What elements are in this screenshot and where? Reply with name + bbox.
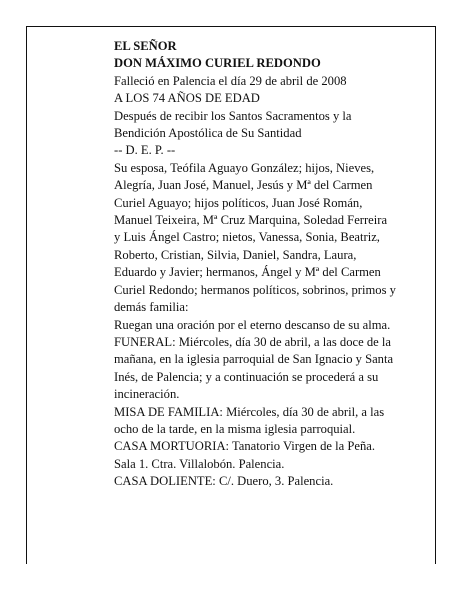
family-line-6: Roberto, Cristian, Silvia, Daniel, Sandra, Laura, bbox=[114, 247, 357, 262]
prayer-line: Ruegan una oración por el eterno descanso de su alma. bbox=[114, 317, 391, 332]
family-mass-line-2: ocho de la tarde, en la misma iglesia parroquial. bbox=[114, 421, 356, 436]
family-line-7: Eduardo y Javier; hermanos, Ángel y Mª del Carmen bbox=[114, 265, 381, 280]
mortuary-line-1: CASA MORTUORIA: Tanatorio Virgen de la Peña. bbox=[114, 439, 376, 454]
family-line-4: Manuel Teixeira, Mª Cruz Marquina, Soledad Ferreira bbox=[114, 213, 388, 228]
family-line-9: demás familia: bbox=[114, 300, 189, 315]
family-line-3: Curiel Aguayo; hijos políticos, Juan José Román, bbox=[114, 195, 363, 210]
family-mass-line-1: MISA DE FAMILIA: Miércoles, día 30 de abril, a las bbox=[114, 404, 385, 419]
obituary-notice bbox=[114, 38, 426, 491]
sacraments-line-2: Bendición Apostólica de Su Santidad bbox=[114, 126, 302, 141]
family-line-8: Curiel Redondo; hermanos políticos, sobrinos, primos y bbox=[114, 282, 396, 297]
family-line-5: y Luis Ángel Castro; nietos, Vanessa, Sonia, Beatriz, bbox=[114, 230, 380, 245]
sacraments-line-1: Después de recibir los Santos Sacramentos y la bbox=[114, 108, 352, 123]
mortuary-line-2: Sala 1. Ctra. Villalobón. Palencia. bbox=[114, 456, 285, 471]
mourning-house-line: CASA DOLIENTE: C/. Duero, 3. Palencia. bbox=[114, 474, 334, 489]
age-line: A LOS 74 AÑOS DE EDAD bbox=[114, 91, 260, 106]
notice-title-line-1: EL SEÑOR bbox=[114, 39, 177, 53]
funeral-line-2: mañana, en la iglesia parroquial de San Ignacio y Santa bbox=[114, 352, 394, 367]
notice-title-line-2: DON MÁXIMO CURIEL REDONDO bbox=[114, 56, 321, 71]
funeral-line-4: incineración. bbox=[114, 387, 180, 402]
funeral-line-3: Inés, de Palencia; y a continuación se procederá a su bbox=[114, 369, 379, 384]
family-line-2: Alegría, Juan José, Manuel, Jesús y Mª del Carmen bbox=[114, 178, 373, 193]
funeral-line-1: FUNERAL: Miércoles, día 30 de abril, a las doce de la bbox=[114, 334, 391, 349]
death-date-line: Falleció en Palencia el día 29 de abril de 2008 bbox=[114, 73, 347, 88]
dep-line: -- D. E. P. -- bbox=[114, 143, 176, 158]
family-line-1: Su esposa, Teófila Aguayo González; hijos, Nieves, bbox=[114, 160, 375, 175]
